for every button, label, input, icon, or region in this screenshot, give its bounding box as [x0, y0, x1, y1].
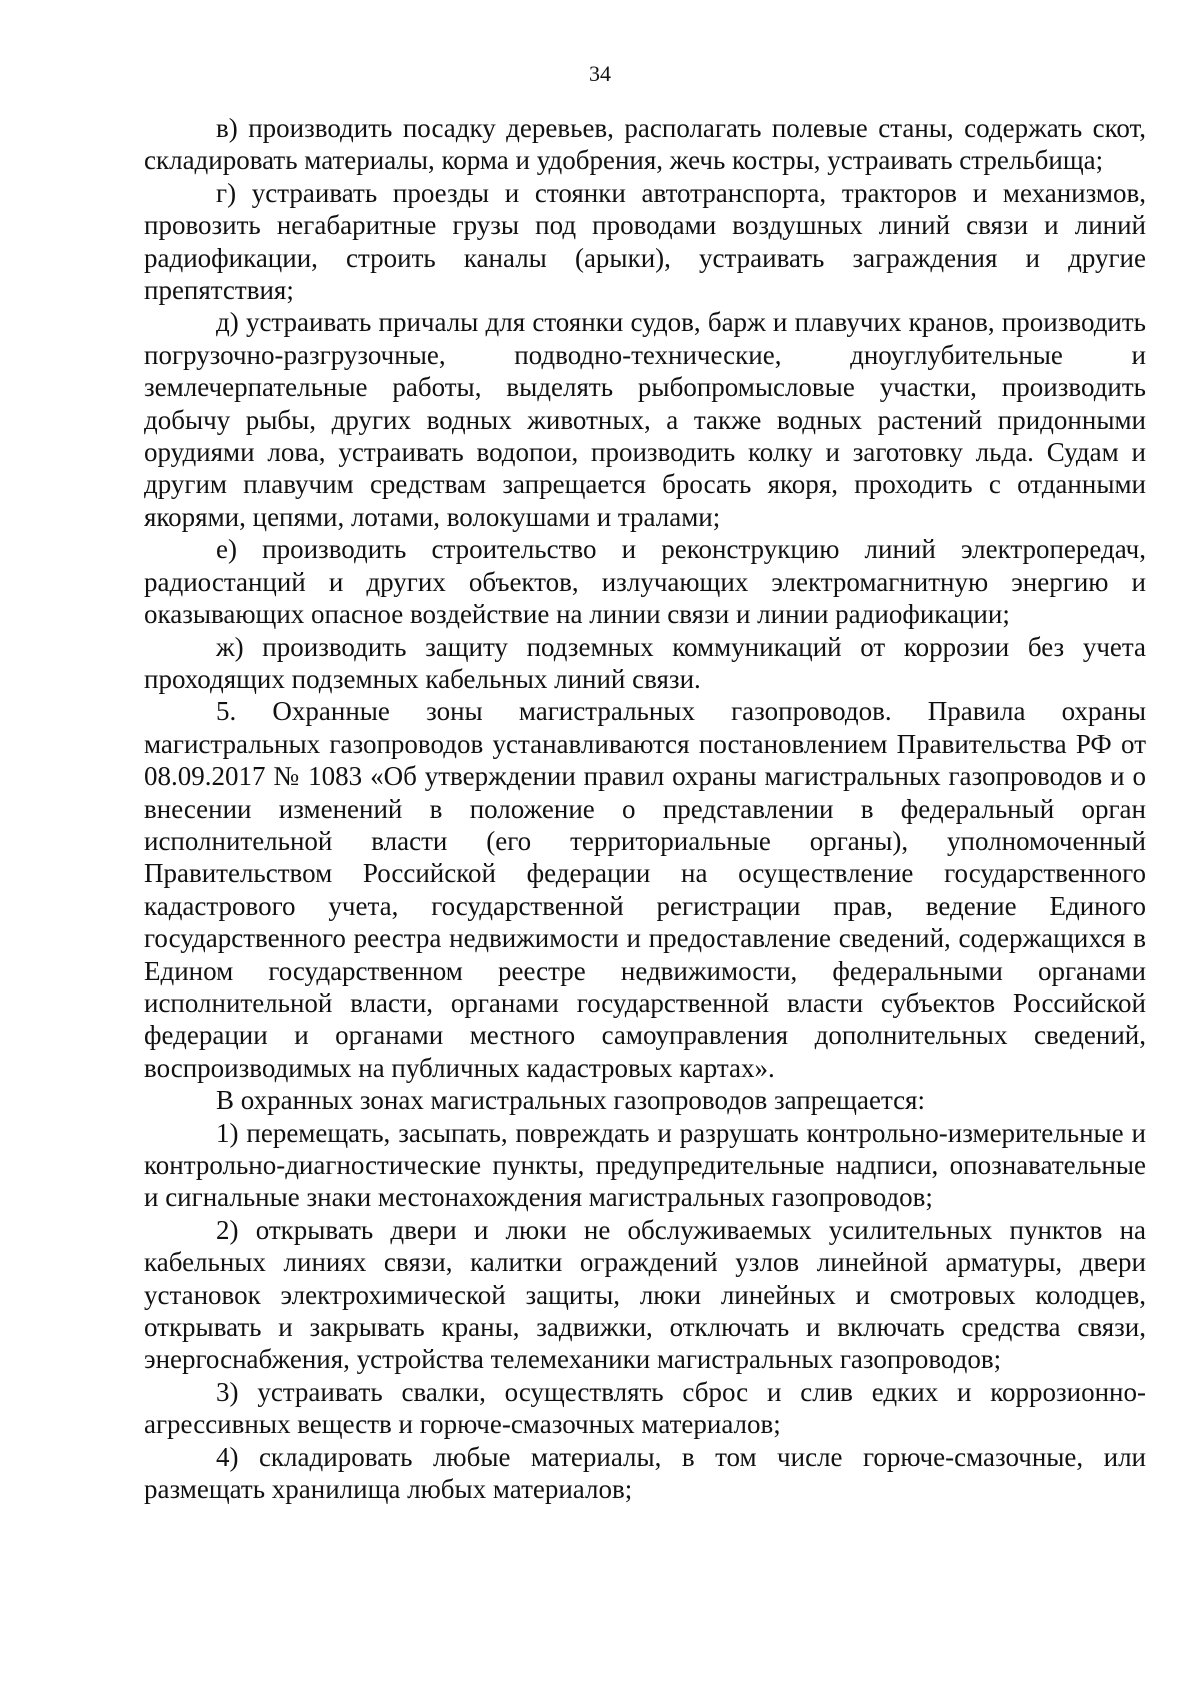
page-number: 34 — [589, 61, 611, 86]
paragraph-gas-item-2: 2) открывать двери и люки не обслуживаемых усилительных пунктов на кабельных линиях связи, калитки ограждений узлов линейной арматуры, двери установок электрохимической защиты, люки линейных и смотровых колодцев, открывать и закрывать краны, задвижки, отключать и включать средства связи, энергоснабжения, устройства телемеханики магистральных газопроводов; — [144, 1214, 1146, 1375]
paragraph-zh-prohibitions: ж) производить защиту подземных коммуникаций от коррозии без учета проходящих подземных кабельных линий связи. — [144, 631, 1146, 694]
paragraph-gas-item-4: 4) складировать любые материалы, в том числе горюче-смазочные, или размещать хранилища любых материалов; — [144, 1441, 1146, 1505]
paragraph-gas-zone-intro: В охранных зонах магистральных газопроводов запрещается: — [216, 1085, 925, 1116]
paragraph-gas-item-3: 3) устраивать свалки, осуществлять сброс и слив едких и коррозионно-агрессивных веществ и горюче-смазочных материалов; — [144, 1376, 1146, 1440]
document-body — [144, 112, 1146, 1505]
paragraph-g-prohibitions: г) устраивать проезды и стоянки автотранспорта, тракторов и механизмов, провозить негабаритные грузы под проводами воздушных линий связи и линий радиофикации, строить каналы (арыки), устраивать заграждения и другие препятствия; — [144, 177, 1146, 306]
paragraph-e-prohibitions: е) производить строительство и реконструкцию линий электропередач, радиостанций и других объектов, излучающих электромагнитную энергию и оказывающих опасное воздействие на линии связи и линии радиофикации; — [144, 534, 1146, 630]
paragraph-d-prohibitions: д) устраивать причалы для стоянки судов, барж и плавучих кранов, производить погрузочно-разгрузочные, подводно-технические, дноуглубительные и землечерпательные работы, выделять рыбопромысловые участки, производить добычу рыбы, других водных животных, а также водных растений придонными орудиями лова, устраивать водопои, производить колку и заготовку льда. Судам и другим плавучим средствам запрещается бросать якоря, проходить с отданными якорями, цепями, лотами, волокушами и тралами; — [144, 307, 1146, 532]
paragraph-gas-item-1: 1) перемещать, засыпать, повреждать и разрушать контрольно-измерительные и контрольно-диагностические пункты, предупредительные надписи, опознавательные и сигнальные знаки местонахождения магистральных газопроводов; — [144, 1117, 1146, 1213]
paragraph-section-5-gas-pipeline-zones: 5. Охранные зоны магистральных газопроводов. Правила охраны магистральных газопроводов устанавливаются постановлением Правительства РФ от 08.09.2017 № 1083 «Об утверждении правил охраны магистральных газопроводов и о внесении изменений в положение о представлении в федеральный орган исполнительной власти (его территориальные органы), уполномоченный Правительством Российской федерации на осуществление государственного кадастрового учета, государственной регистрации прав, ведение Единого государственного реестра недвижимости и предоставление сведений, содержащихся в Едином государственном реестре недвижимости, федеральными органами исполнительной власти, органами государственной власти субъектов Российской федерации и органами местного самоуправления дополнительных сведений, воспроизводимых на публичных кадастровых картах». — [144, 696, 1146, 1083]
paragraph-v-prohibitions: в) производить посадку деревьев, располагать полевые станы, содержать скот, складировать материалы, корма и удобрения, жечь костры, устраивать стрельбища; — [144, 113, 1146, 176]
